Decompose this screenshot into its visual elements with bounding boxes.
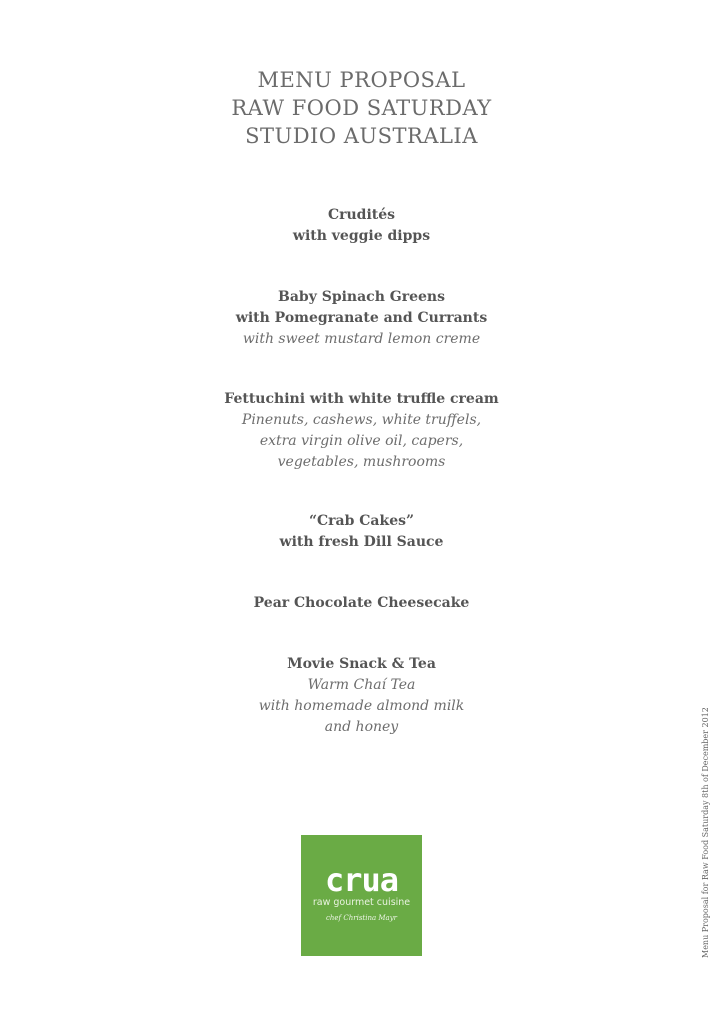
course-title: Baby Spinach Greens [278,289,445,305]
course-title: “Crab Cakes” [308,513,415,529]
course-fettuchini [0,389,723,473]
course-spinach-greens [0,287,723,350]
course-title: Movie Snack & Tea [287,656,436,672]
course-title: Pear Chocolate Cheesecake [253,595,470,611]
logo-tagline: raw gourmet cuisine [312,897,411,908]
course-movie-snack [0,654,723,738]
course-description: with sweet mustard lemon creme [242,331,481,347]
course-title: Fettuchini with white truffle cream [224,391,499,407]
course-subtitle: with fresh Dill Sauce [279,534,444,550]
course-cheesecake [0,593,723,614]
logo-signature: chef Christina Mayr [325,914,398,922]
course-description: with homemade almond milk [258,698,465,714]
course-crab-cakes [0,511,723,553]
course-description: Pinenuts, cashews, white truffels, [241,412,482,428]
side-note: Menu Proposal for Raw Food Saturday 8th of December 2012 [701,707,710,958]
header-line-2: RAW FOOD SATURDAY [231,96,492,120]
course-subtitle: with veggie dipps [292,228,431,244]
course-description: and honey [324,719,399,735]
crua-logo [301,835,422,956]
course-description: Warm Chaí Tea [307,677,416,693]
course-description: extra virgin olive oil, capers, [259,433,464,449]
header-line-1: MENU PROPOSAL [257,68,466,92]
course-crudites [0,205,723,247]
logo-brand: crua [324,861,399,899]
course-description: vegetables, mushrooms [277,454,446,470]
menu-header [0,66,723,150]
course-title: Crudités [327,207,396,223]
course-subtitle: with Pomegranate and Currants [235,310,488,326]
header-line-3: STUDIO AUSTRALIA [245,124,478,148]
